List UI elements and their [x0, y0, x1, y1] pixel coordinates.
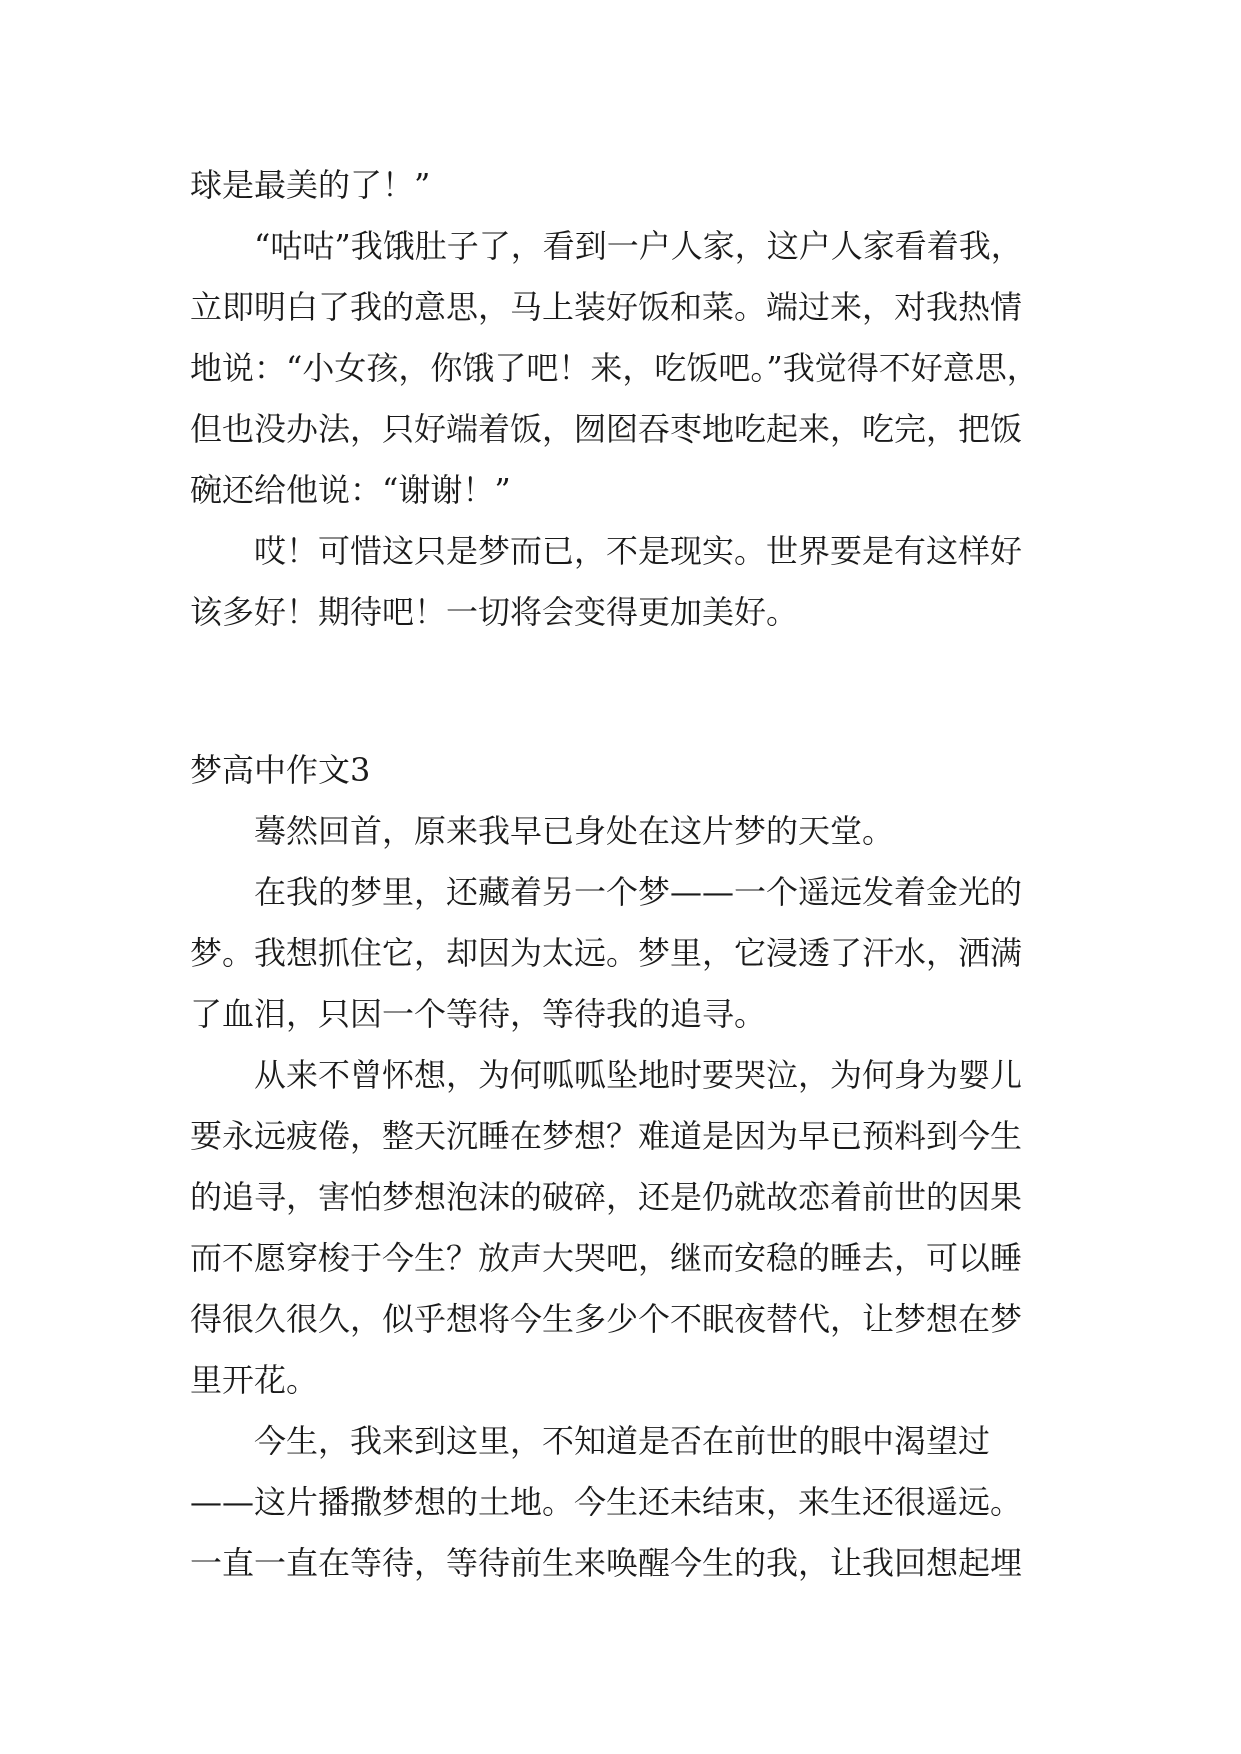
text-line: 了血泪，只因一个等待，等待我的追寻。: [190, 995, 767, 1033]
text-line: 得很久很久，似乎想将今生多少个不眠夜替代，让梦想在梦: [190, 1300, 1023, 1338]
text-line: 哎！可惜这只是梦而已，不是现实。世界要是有这样好: [254, 532, 1023, 570]
text-line: 立即明白了我的意思，马上装好饭和菜。端过来，对我热情: [190, 288, 1023, 326]
text-line: 地说：“小女孩，你饿了吧！来，吃饭吧。”我觉得不好意思，: [190, 349, 1039, 387]
text-line: 里开花。: [190, 1361, 319, 1399]
text-line: 蓦然回首，原来我早已身处在这片梦的天堂。: [254, 812, 895, 850]
text-line: 的追寻，害怕梦想泡沫的破碎，还是仍就故恋着前世的因果: [190, 1178, 1023, 1216]
text-line: 要永远疲倦，整天沉睡在梦想？难道是因为早已预料到今生: [190, 1117, 1023, 1155]
text-line: 而不愿穿梭于今生？放声大哭吧，继而安稳的睡去，可以睡: [190, 1239, 1023, 1277]
previous-essay-ending: [190, 155, 1070, 643]
text-line: 一直一直在等待，等待前生来唤醒今生的我，让我回想起埋: [190, 1544, 1023, 1582]
text-line: 但也没办法，只好端着饭，囫囵吞枣地吃起来，吃完，把饭: [190, 410, 1023, 448]
text-line: ——这片播撒梦想的土地。今生还未结束，来生还很遥远。: [190, 1483, 1023, 1521]
text-line: 球是最美的了！”: [190, 166, 431, 204]
text-line: 梦。我想抓住它，却因为太远。梦里，它浸透了汗水，洒满: [190, 934, 1023, 972]
text-line: 该多好！期待吧！一切将会变得更加美好。: [190, 593, 799, 631]
text-line: “咕咕”我饿肚子了，看到一户人家，这户人家看着我，: [254, 227, 1023, 265]
text-line: 在我的梦里，还藏着另一个梦——一个遥远发着金光的: [254, 873, 1023, 911]
text-line: 今生，我来到这里，不知道是否在前世的眼中渴望过: [254, 1422, 991, 1460]
text-line: 碗还给他说：“谢谢！”: [190, 471, 511, 509]
essay-section: [190, 740, 1070, 1594]
essay-title: 梦高中作文3: [190, 751, 371, 789]
text-line: 从来不曾怀想，为何呱呱坠地时要哭泣，为何身为婴儿: [254, 1056, 1023, 1094]
